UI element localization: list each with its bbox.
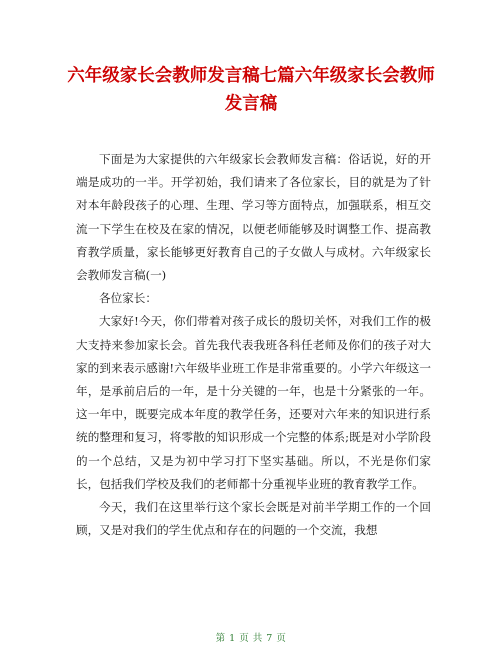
paragraph-main: 大家好!今天，你们带着对孩子成长的殷切关怀，对我们工作的极大支持来参加家长会。首先我代表我班各科任老师及你们的孩子对大家的到来表示感谢!六年级毕业班工作是非常重要的。小学六年级这一年，是承前启后的一年，是十分关键的一年，也是十分紧张的一年。这一年中，既要完成本年度的教学任务，还要对六年来的知识进行系统的整理和复习，将零散的知识形成一个完整的体系;既是对小学阶段的一个总结，又是为初中学习打下坚实基础。所以，不光是你们家长，包括我们学校及我们的老师都十分重视毕业班的教育教学工作。 — [76, 314, 431, 491]
paragraph-greeting: 各位家长： — [99, 291, 157, 306]
paragraph-intro: 下面是为大家提供的六年级家长会教师发言稿：俗话说，好的开端是成功的一半。开学初始，我们请来了各位家长，目的就是为了针对本年龄段孩子的心理、生理、学习等方面特点，加强联系，相互交流一下学生在校及在家的情况，以便老师能够及时调整工作、提高教育教学质量，家长能够更好教育自己的子女做人与成材。六年级家长会教师发言稿(一) — [76, 152, 431, 283]
document-body — [76, 148, 431, 542]
document-title: 六年级家长会教师发言稿七篇六年级家长会教师发言稿 — [67, 66, 435, 114]
paragraph-continued: 今天，我们在这里举行这个家长会既是对前半学期工作的一个回顾，又是对我们的学生优点和存在的问题的一个交流，我想 — [76, 500, 431, 538]
page-number-footer: 第 1 页 共 7 页 — [215, 633, 287, 644]
